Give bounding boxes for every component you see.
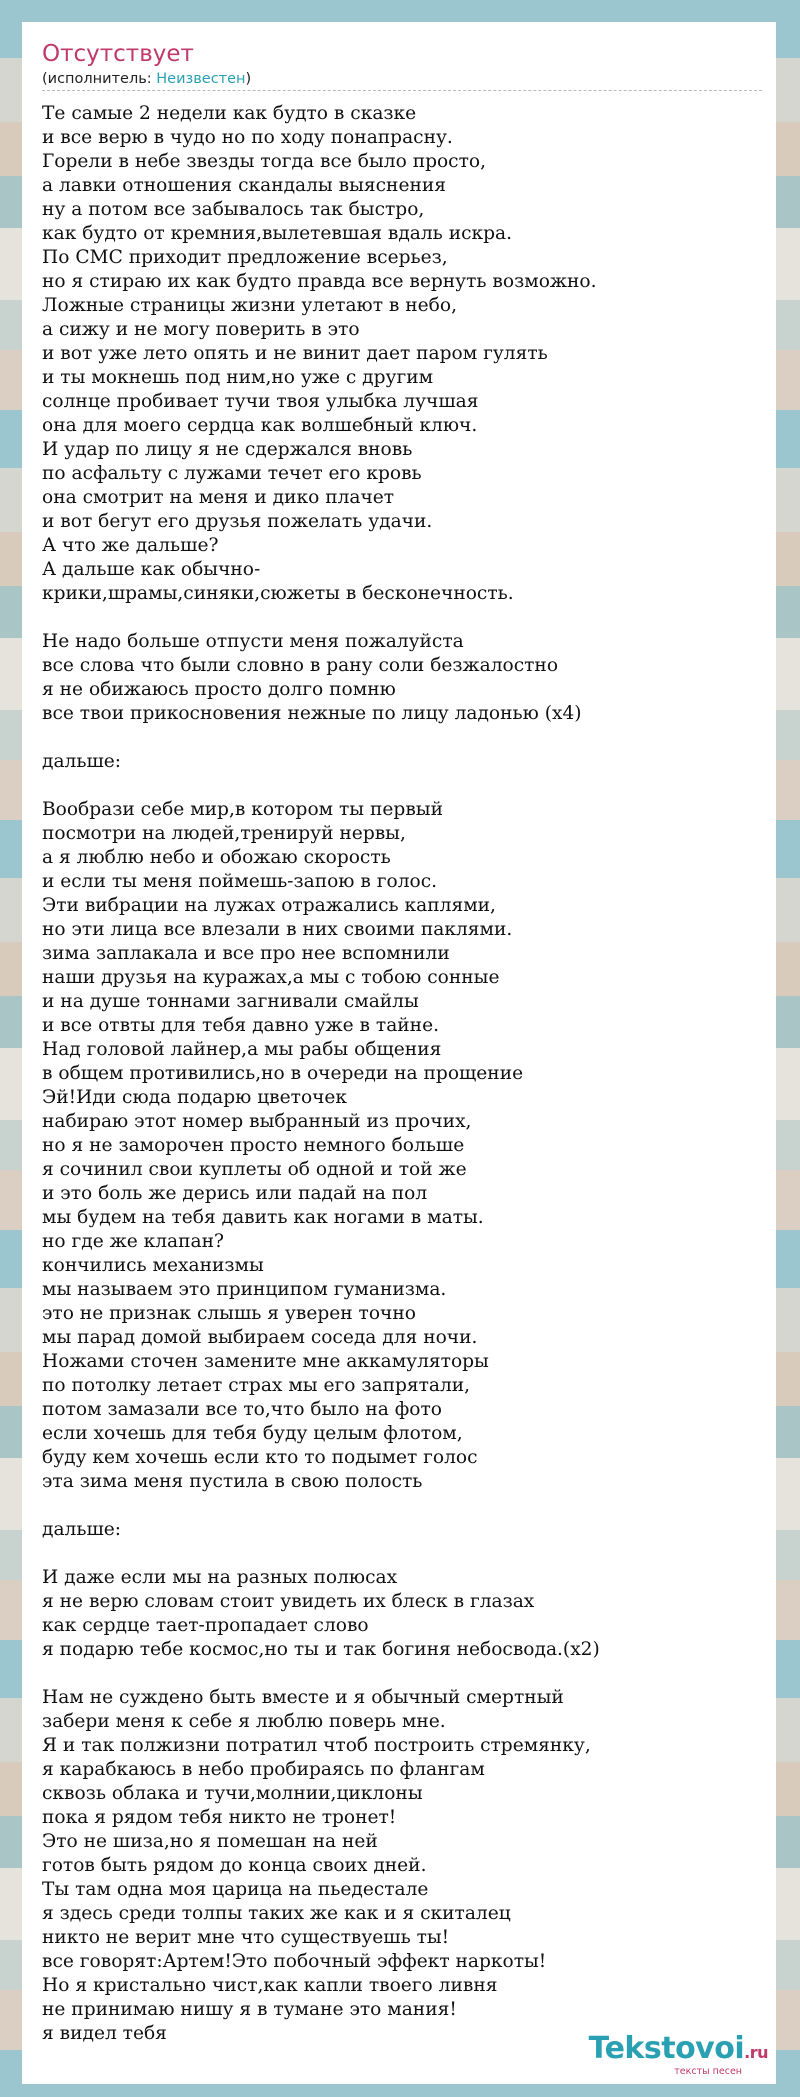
site-logo[interactable] xyxy=(589,2032,768,2077)
title-divider xyxy=(42,90,762,91)
logo-subtitle: тексты песен xyxy=(674,2066,742,2077)
logo-wordmark xyxy=(589,2032,768,2070)
lyrics-text: Те самые 2 недели как будто в сказке и все верю в чудо но по ходу понапрасну. Горели в небе звезды тогда все было просто, а лавки отношения скандалы выяснения ну а потом все забывалось так быстро, как будто от кремния,вылетевшая вдаль искра. По СМС приходит предложение всерьез, но я стираю их как будто правда все вернуть возможно. Ложные страницы жизни улетают в небо, а сижу и не могу поверить в это и вот уже лето опять и не винит дает паром гулять и ты мокнешь под ним,но уже с другим солнце пробивает тучи твоя улыбка лучшая она для моего сердца как волшебный ключ. И удар по лицу я не сдержался вновь по асфальту с лужами течет его кровь она смотрит на меня и дико плачет и вот бегут его друзья пожелать удачи. А что же дальше? А дальше как обычно- крики,шрамы,синяки,сюжеты в бесконечность. Не надо больше отпусти меня пожалуйста все слова что были словно в рану соли безжалостно я не обижаюсь просто долго помню все твои прикосновения нежные по лицу ладонью (x4) дальше: Вообрази себе мир,в котором ты первый посмотри на людей,тренируй нервы, а я люблю небо и обожаю скорость и если ты меня поймешь-запою в голос. Эти вибрации на лужах отражались каплями, но эти лица все влезали в них своими паклями. зима заплакала и все про нее вспомнили наши друзья на куражах,а мы с тобою сонные и на душе тоннами загнивали смайлы и все отвты для тебя давно уже в тайне. Над головой лайнер,а мы рабы общения в общем противились,но в очереди на прощение Эй!Иди сюда подарю цветочек набираю этот номер выбранный из прочих, но я не заморочен просто немного больше я сочинил свои куплеты об одной и той же и это боль же дерись или падай на пол мы будем на тебя давить как ногами в маты. но где же клапан? кончились механизмы мы называем это принципом гуманизма. это не признак слышь я уверен точно мы парад домой выбираем соседа для ночи. Ножами сточен замените мне аккамуляторы по потолку летает страх мы его запрятали, потом замазали все то,что было на фото если хочешь для тебя буду целым флотом, буду кем хочешь если кто то подымет голос эта зима меня пустила в свою полость дальше: И даже если мы на разных полюсах я не верю словам стоит увидеть их блеск в глазах как сердце тает-пропадает слово я подарю тебе космос,но ты и так богиня небосвода.(x2) Нам не суждено быть вместе и я обычный смертный забери меня к себе я люблю поверь мне. Я и так полжизни потратил чтоб построить стремянку, я карабкаюсь в небо пробираясь по флангам сквозь облака и тучи,молнии,циклоны пока я рядом тебя никто не тронет! Это не шиза,но я помешан на ней готов быть рядом до конца своих дней. Ты там одна моя царица на пьедестале я здесь среди толпы таких же как и я скиталец никто не верит мне что существуешь ты! все говорят:Артем!Это побочный эффект наркоты! Но я кристально чист,как капли твоего ливня не принимаю нишу я в тумане это мания! я видел тебя xyxy=(42,103,600,2044)
logo-main-text: Tekstovoi xyxy=(588,2031,745,2066)
logo-domain-suffix: .ru xyxy=(744,2043,768,2062)
performer-link[interactable]: Неизвестен xyxy=(156,71,246,87)
performer-prefix: (исполнитель: xyxy=(42,71,157,87)
performer-suffix: ) xyxy=(245,71,252,87)
song-title: Отсутствует xyxy=(42,41,194,67)
lyrics-card xyxy=(22,22,776,2084)
performer-line xyxy=(42,70,251,88)
